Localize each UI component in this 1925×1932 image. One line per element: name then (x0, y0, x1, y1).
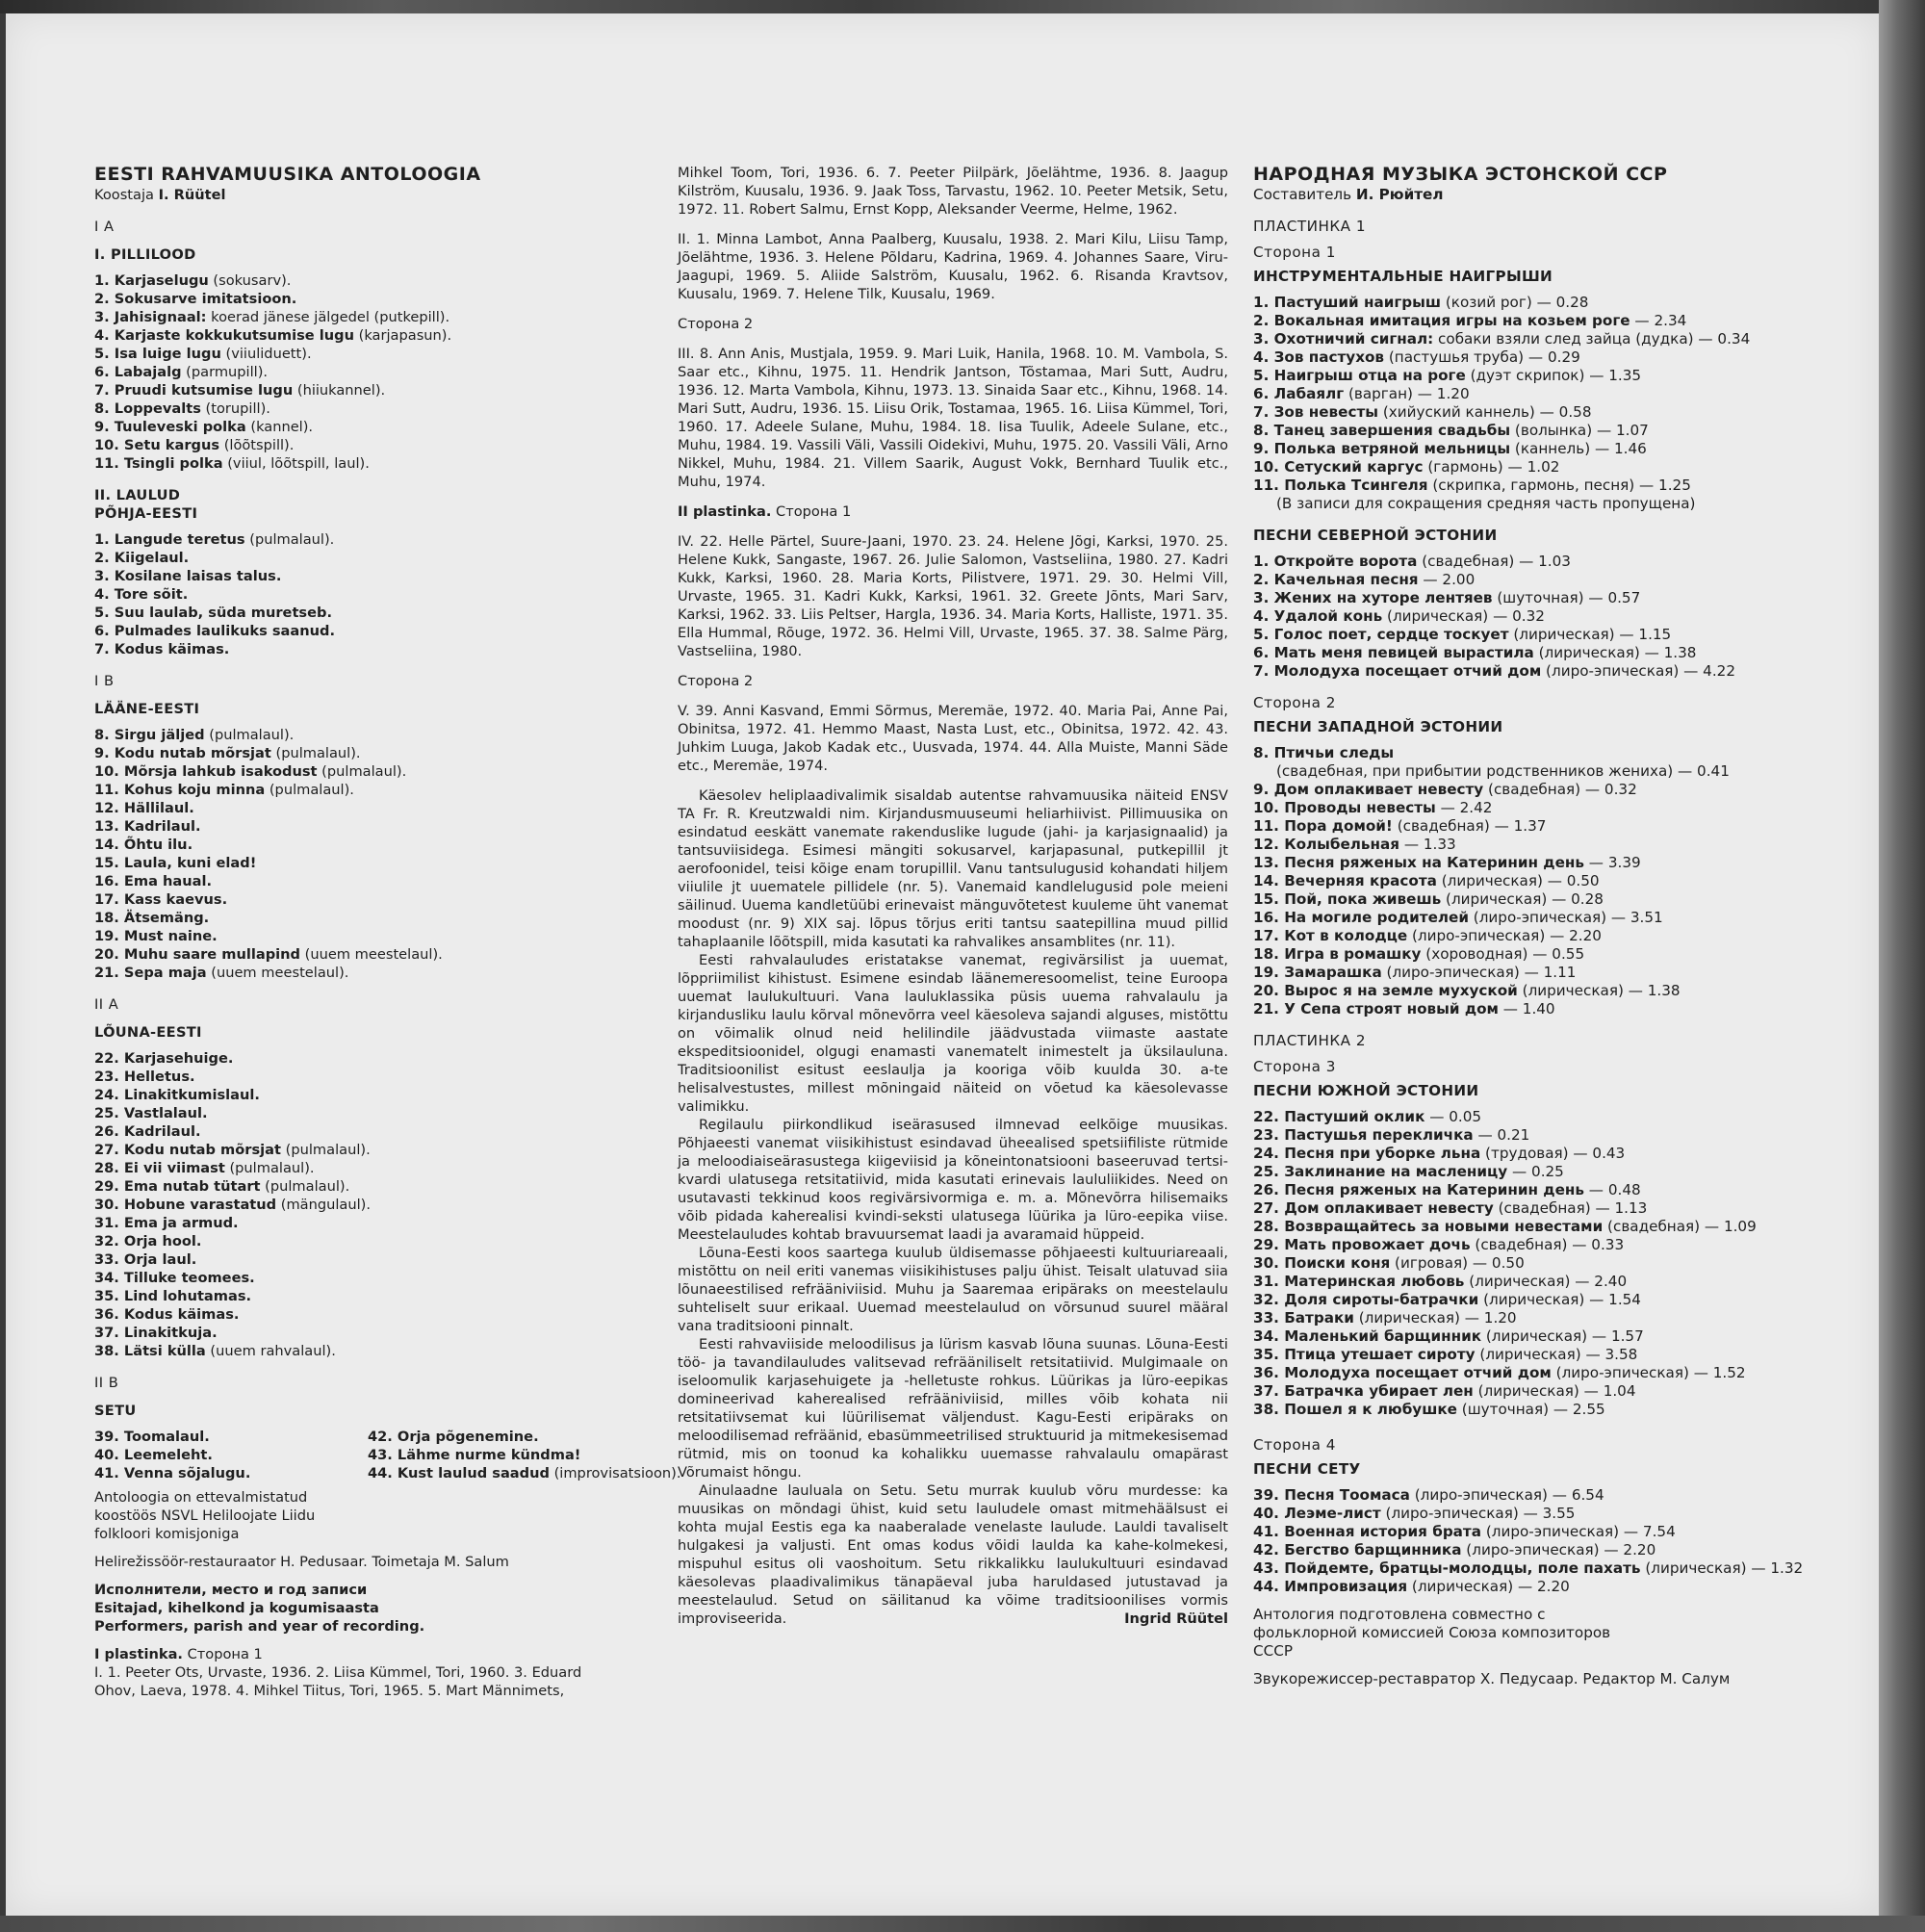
recordings-line: Ohov, Laeva, 1978. 4. Mihkel Tiitus, Tori, 1965. 5. Mart Männimets, (94, 1683, 565, 1699)
russian-title: НАРОДНАЯ МУЗЫКА ЭСТОНСКОЙ ССР (1253, 164, 1668, 185)
track-item: 4. Tore sõit. (94, 586, 189, 603)
track-item: 26. Kadrilaul. (94, 1123, 201, 1140)
track-item: 39. Песня Тоомаса (лиро-эпическая) — 6.54 (1253, 1486, 1604, 1504)
section-heading-north: ПЕСНИ СЕВЕРНОЙ ЭСТОНИИ (1253, 527, 1498, 544)
track-item: 9. Tuuleveski polka (kannel). (94, 419, 314, 435)
track-list-pillilood (94, 271, 641, 473)
record-sleeve-edge (1879, 0, 1925, 1932)
track-item: 25. Заклинание на масленицу — 0.25 (1253, 1163, 1564, 1180)
essay-paragraph-1: Käesolev heliplaadivalimik sisaldab autentse rahvamuusika näiteid ENSV TA Fr. R. Kreutzwaldi nim. Kirjandusmuuseumi heliarhiivist. Pillimuusika on esindatud eeskätt vanemate rakenduslike lugude (jahi- ja karjasignaalid) ja tantsuviisidega. Esimesi mängiti sokusarvel, karjapasunal, putkepillil jt aerofoonidel, teisi kõige enam torupillil. Vanu tantsulugusid kohandati hiljem viiulile jt uuematele pillidele (nr. 5). Vanemaid kandlelugusid pole meieni säilinud. Uuema kandletüübi erinevaist mänguvõtetest kuuleme üht vanemat moodust (nr. 9) XIX saj. lõpus tõrjus eriti tantsu saatepillina muud pillid tahaplaanile lõõtspill, mida kasutati ka rahvalikes ansamblites (nr. 11). (678, 787, 1228, 950)
track-item: 1. Откройте ворота (свадебная) — 1.03 (1253, 553, 1571, 570)
track-item: 6. Pulmades laulikuks saanud. (94, 623, 335, 639)
track-item: 5. Suu laulab, süda muretseb. (94, 605, 333, 621)
track-item: 3. Жених на хуторе лентяев (шуточная) — 0.57 (1253, 589, 1641, 606)
plate-1-label: ПЛАСТИНКА 1 (1253, 218, 1367, 235)
track-item: 7. Зов невесты (хийуский каннель) — 0.58 (1253, 403, 1592, 421)
essay-paragraph-6: Ainulaadne lauluala on Setu. Setu murrak kuulub võru murdesse: ka muusikas on mõndagi ühist, kuid setu lauludele omast mitmehäälsust ei kohta mujal Eestis ega ka naaberalade venelaste laulude. Lauldi tavaliselt hulgakesi ja valjusti. Ent omas kodus võidi laulda ka kahe-kolmekesi, mispuhul esitus oli vaoshoitum. Setu rikkalikku laulukultuuri esindavad käesolevas plaadivalimikus tänapäeval juba haruldased jutustavad ja meestelaulud. Setud on säilitanud ka võime traditsioonilises vormis improviseerida. (678, 1482, 1228, 1627)
estonian-title: EESTI RAHVAMUUSIKA ANTOLOOGIA (94, 164, 481, 185)
track-list-laane (94, 726, 641, 982)
side-label-2b: II B (94, 1375, 119, 1391)
track-item: 3. Jahisignaal: koerad jänese jälgedel (putkepill). (94, 309, 450, 325)
track-item: 5. Isa luige lugu (viiuliduett). (94, 346, 312, 362)
performers-heading-en: Performers, parish and year of recording. (94, 1618, 425, 1635)
track-list-setu-right (368, 1428, 681, 1482)
track-item: 19. Замарашка (лиро-эпическая) — 1.11 (1253, 964, 1577, 981)
track-item: 2. Качельная песня — 2.00 (1253, 571, 1476, 588)
track-item: 9. Дом оплакивает невесту (свадебная) — 0.32 (1253, 781, 1637, 798)
track-item: 24. Песня при уборке льна (трудовая) — 0.43 (1253, 1145, 1626, 1162)
track-item: 23. Пастушья перекличка — 0.21 (1253, 1126, 1530, 1144)
essay-paragraph-3: Regilaulu piirkondlikud iseärasused ilmnevad eelkõige muusikas. Põhjaeesti vanemat viisikihistust esindavad üheealised spetsiifiliste rütmide ja meloodiaiseärasustega kiigeviisid ja kõneintonatsiooni baseeruvad tertsi-kvardi ulatusega retsitatiivid, mida kasutati erinevais laululiikides. Need on usutavasti tekkinud koos regivärsivormiga e. m. a. Mõnevõrra hilisemaiks võib pidada kaherealisi kvindi-seksti ulatusega lüürika ja lüro-eepika viise. Meestelauludes kohtab bravuursemat laadi ja avaramaid hüppeid. (678, 1117, 1228, 1243)
scan-border-top (0, 0, 1925, 13)
track-item: 14. Вечерняя красота (лирическая) — 0.50 (1253, 872, 1600, 889)
track-item: 4. Зов пастухов (пастушья труба) — 0.29 (1253, 348, 1580, 366)
side-label-1a: I A (94, 219, 115, 235)
track-item: 23. Helletus. (94, 1069, 195, 1085)
side-3-label: Сторона 3 (1253, 1058, 1336, 1075)
track-item: 8. Танец завершения свадьбы (волынка) — 1.07 (1253, 422, 1649, 439)
side-label-2a: II A (94, 996, 119, 1013)
performers-heading-ru: Исполнители, место и год записи (94, 1582, 368, 1598)
track-item: 17. Kass kaevus. (94, 891, 228, 908)
section-heading-west: ПЕСНИ ЗАПАДНОЙ ЭСТОНИИ (1253, 718, 1503, 735)
scan-border-bottom (0, 1916, 1925, 1932)
essay-paragraph-2: Eesti rahvalauludes eristatakse vanemat, regivärsilist ja uuemat, lõppriimilist kihistust. Esimene esindab läänemeresoomelist, teine Euroopa uuemat laulukultuuri. Vana lauluklassika püsis uuema rahvalaulu ja kirjandusliku laulu kõrval mõnevõrra veel käesoleva sajandi alguses, mistõttu on võimalik olnud neid helilindile jäädvustada viimaste aastate ekspeditsioonidel, olgugi enamasti vanematelt inimestelt ja üksilauluna. Traditsioonilist esitust eeslaulja ja kooriga võib kuulda 30. a-te helisalvestustes, millest mõningaid näiteid on võetud ka käesolevasse valimikku. (678, 952, 1228, 1115)
essay-paragraph-4: Lõuna-Eesti koos saartega kuulub üldisemasse põhjaeesti kultuuriareaali, mistõttu on neil eriti vanemas viisikihistuses palju ühist. Teisalt ulatuvad siia lõunaeestilised refrääniviisid. Muhu ja Saaremaa eripäraks on meestelaulu suhteliselt suur erikaal. Uuemad meestelaulud on võrsunud suurel määral vana traditsiooni pinnalt. (678, 1245, 1228, 1334)
track-item: 27. Kodu nutab mõrsjat (pulmalaul). (94, 1142, 371, 1158)
track-item: 38. Пошел я к любушке (шуточная) — 2.55 (1253, 1401, 1605, 1418)
track-item: 9. Kodu nutab mõrsjat (pulmalaul). (94, 745, 361, 761)
plate-2-label: ПЛАСТИНКА 2 (1253, 1032, 1367, 1049)
track-item: 30. Hobune varastatud (mängulaul). (94, 1197, 371, 1213)
track-item: 32. Доля сироты-батрачки (лирическая) — 1.54 (1253, 1291, 1641, 1308)
track-item: 22. Karjasehuige. (94, 1050, 234, 1067)
track-item: 11. Tsingli polka (viiul, lõõtspill, laul). (94, 455, 370, 472)
section-heading-laulud: II. LAULUD (94, 487, 181, 503)
region-heading-pohja: PÕHJA-EESTI (94, 505, 198, 522)
track-item: 29. Мать провожает дочь (свадебная) — 0.33 (1253, 1236, 1625, 1253)
section-heading-pillilood: I. PILLILOOD (94, 246, 196, 263)
track-item: 41. Военная история брата (лиро-эпическая) — 7.54 (1253, 1523, 1676, 1540)
track-item: 34. Tilluke teomees. (94, 1270, 255, 1286)
track-list-pohja (94, 530, 641, 658)
track-item: 8. Sirgu jäljed (pulmalaul). (94, 727, 295, 743)
russian-prepared-note: Антология подготовлена совместно с фольклорной комиссией Союза композиторов СССР (1253, 1606, 1611, 1660)
track-item: 5. Голос поет, сердце тоскует (лирическая) — 1.15 (1253, 626, 1672, 643)
track-list-louna (94, 1049, 641, 1360)
side-2-label: Сторона 2 (1253, 694, 1336, 711)
essay-paragraph-5: Eesti rahvaviiside meloodilisus ja lürism kasvab lõuna suunas. Lõuna-Eesti töö- ja tavandilauludes valitsevad refrääniliselt retsitatiivid. Mulgimaale on iseloomulik karjasehuigete ja -helletuste rohkus. Lüürikas ja lüro-eepikas domineerivad kaherealised refrääniviisid, milles võib kohata nii retsitatiivsemat kui lüürilisemat väljendust. Kagu-Eesti eripäraks on meloodilisemad refräänid, ebasümmeetrilised struktuurid ja mitmekesisemad rütmid, mis on toonud ka kohalikku uuemasse rahvalaulu omapärast Võrumaist hõngu. (678, 1336, 1228, 1481)
track-item: 3. Охотничий сигнал: собаки взяли след зайца (дудка) — 0.34 (1253, 330, 1751, 348)
section-heading-south: ПЕСНИ ЮЖНОЙ ЭСТОНИИ (1253, 1082, 1479, 1099)
track-item: 31. Материнская любовь (лирическая) — 2.40 (1253, 1273, 1628, 1290)
russian-credits: Звукорежиссер-реставратор Х. Педусаар. Редактор М. Салум (1253, 1670, 1731, 1687)
track-item: 10. Проводы невесты — 2.42 (1253, 799, 1493, 816)
track-item: 11. Kohus koju minna (pulmalaul). (94, 782, 354, 798)
track-item: 18. Игра в ромашку (хороводная) — 0.55 (1253, 945, 1585, 963)
track-item: 36. Молодуха посещает отчий дом (лиро-эпическая) — 1.52 (1253, 1364, 1746, 1381)
track-list-setu-left (94, 1428, 368, 1482)
track-item: 16. Ema haual. (94, 873, 213, 889)
track-item: 2. Kiigelaul. (94, 550, 190, 566)
track-list-setu-ru (1253, 1486, 1836, 1596)
track-item: 1. Пастуший наигрыш (козий рог) — 0.28 (1253, 294, 1589, 311)
track-item: 39. Toomalaul. (94, 1429, 210, 1445)
side-label-1b: I B (94, 673, 115, 689)
track-item: 1. Langude teretus (pulmalaul). (94, 531, 335, 548)
track-item: 10. Mõrsja lahkub isakodust (pulmalaul). (94, 763, 407, 780)
track-item: 28. Ei vii viimast (pulmalaul). (94, 1160, 315, 1176)
estonian-column (94, 164, 681, 1700)
recordings-paragraph-3: III. 8. Ann Anis, Mustjala, 1959. 9. Mari Luik, Hanila, 1968. 10. M. Vambola, S. Saar etc., Kihnu, 1975. 11. Hendrik Jantson, Tõstamaa, Mari Sutt, Audru, 1936. 12. Marta Vambola, Kihnu, 1973. 13. Sinaida Saar etc., Kihnu, 1968. 14. Mari Sutt, Audru, 1936. 15. Liisu Orik, Tostamaa, 1965. 16. Liisa Kümmel, Tori, 1960. 17. Adeele Sulane, Muhu, 1984. 18. Iisa Tuulik, Adeele Sulane, etc., Muhu, 1984. 19. Vassili Väli, Vassili Oidekivi, Muhu, 1975. 20. Vassili Väli, Arno Nikkel, Muhu, 1984. 21. Villem Saarik, August Vokk, Bernhard Tuulik etc., Muhu, 1974. (678, 346, 1228, 490)
track-item: 6. Мать меня певицей вырастила (лирическая) — 1.38 (1253, 644, 1697, 661)
side-4-label: Сторона 4 (1253, 1436, 1336, 1454)
russian-compiler: Составитель И. Рюйтел (1253, 186, 1444, 203)
track-item: 43. Lähme nurme kündma! (368, 1447, 581, 1463)
track-item: 6. Лабаялг (варган) — 1.20 (1253, 385, 1470, 402)
track-item-note: (свадебная, при прибытии родственников жениха) — 0.41 (1276, 762, 1730, 780)
track-item: 21. Sepa maja (uuem meestelaul). (94, 965, 349, 981)
track-item: 11. Полька Тсингеля (скрипка, гармонь, песня) — 1.25 (1253, 477, 1691, 494)
track-item: 17. Кот в колодце (лиро-эпическая) — 2.20 (1253, 927, 1602, 944)
recordings-paragraph-1: Mihkel Toom, Tori, 1936. 6. 7. Peeter Piilpärk, Jõelähtme, 1936. 8. Jaagup Kilström, Kuusalu, 1936. 9. Jaak Toss, Tarvastu, 1962. 10. Peeter Metsik, Setu, 1972. 11. Robert Salmu, Ernst Kopp, Aleksander Veerme, Helme, 1962. (678, 165, 1228, 218)
plate-2-heading: II plastinka. Сторона 1 (678, 503, 852, 520)
track-item: 32. Orja hool. (94, 1233, 202, 1249)
track-item: 42. Orja põgenemine. (368, 1429, 539, 1445)
track-item: 5. Наигрыш отца на роге (дуэт скрипок) — 1.35 (1253, 367, 1642, 384)
track-item: 20. Вырос я на земле мухуской (лирическая) — 1.38 (1253, 982, 1681, 999)
track-item: 22. Пастуший оклик — 0.05 (1253, 1108, 1482, 1125)
recordings-line: I. 1. Peeter Ots, Urvaste, 1936. 2. Liisa Kümmel, Tori, 1960. 3. Eduard (94, 1664, 582, 1681)
track-item: 8. Птичьи следы (1253, 744, 1395, 761)
track-item: 6. Labajalg (parmupill). (94, 364, 269, 380)
track-item: 30. Поиски коня (игровая) — 0.50 (1253, 1254, 1525, 1272)
section-heading-instrumental: ИНСТРУМЕНТАЛЬНЫЕ НАИГРЫШИ (1253, 268, 1553, 285)
track-item: 24. Linakitkumislaul. (94, 1087, 260, 1103)
track-item: 44. Импровизация (лирическая) — 2.20 (1253, 1578, 1570, 1595)
track-item: 33. Orja laul. (94, 1251, 197, 1268)
track-item: 19. Must naine. (94, 928, 218, 944)
track-item: 31. Ema ja armud. (94, 1215, 239, 1231)
track-list-south (1253, 1108, 1836, 1419)
track-list-setu (94, 1428, 681, 1482)
recordings-paragraph-4: IV. 22. Helle Pärtel, Suure-Jaani, 1970. 23. 24. Helene Jõgi, Karksi, 1970. 25. Helene Kukk, Sangaste, 1967. 26. Julie Salomon, Vastseliina, 1980. 27. Kadri Kukk, Karksi, 1960. 28. Maria Korts, Pilistvere, 1971. 29. 30. Helmi Vill, Urvaste, 1965. 31. Kadri Kukk, Karksi, 1961. 32. Greete Jõnts, Mari Sarv, Karksi, 1962. 33. Liis Peltser, Hargla, 1936. 34. Maria Korts, Halliste, 1971. 35. Ella Hummal, Rõuge, 1972. 36. Helmi Vill, Urvaste, 1965. 37. 38. Salme Pärg, Vastseliina, 1980. (678, 533, 1228, 659)
track-item: 13. Песня ряженых на Катеринин день — 3.39 (1253, 854, 1641, 871)
track-item: 1. Karjaselugu (sokusarv). (94, 272, 292, 289)
track-item: 33. Батраки (лирическая) — 1.20 (1253, 1309, 1517, 1327)
recordings-plate1-heading: I plastinka. Сторона 1 (94, 1646, 263, 1662)
track-item: 28. Возвращайтесь за новыми невестами (свадебная) — 1.09 (1253, 1218, 1757, 1235)
track-item: 2. Sokusarve imitatsioon. (94, 291, 297, 307)
track-item: 4. Удалой конь (лирическая) — 0.32 (1253, 607, 1545, 625)
side-2b-label: Сторона 2 (678, 673, 754, 689)
track-item: 40. Леэме-лист (лиро-эпическая) — 3.55 (1253, 1505, 1576, 1522)
track-item: 7. Kodus käimas. (94, 641, 230, 657)
track-item: 35. Lind lohutamas. (94, 1288, 252, 1304)
russian-column (1253, 164, 1836, 1688)
track-item: 20. Muhu saare mullapind (uuem meestelaul). (94, 946, 443, 963)
region-heading-setu: SETU (94, 1403, 137, 1419)
side-2-label: Сторона 2 (678, 316, 754, 332)
track-item: 11. Пора домой! (свадебная) — 1.37 (1253, 817, 1547, 835)
recordings-paragraph-5: V. 39. Anni Kasvand, Emmi Sõrmus, Meremäe, 1972. 40. Maria Pai, Anne Pai, Obinitsa, 1972. 41. Hemmo Maast, Nasta Lust, etc., Obinitsa, 1972. 42. 43. Juhkim Luuga, Jakob Kadak etc., Uusvada, 1974. 44. Alla Muiste, Manni Säde etc., Meremäe, 1974. (678, 703, 1228, 774)
region-heading-louna: LÕUNA-EESTI (94, 1024, 202, 1041)
track-item: 36. Kodus käimas. (94, 1306, 240, 1323)
track-item: 4. Karjaste kokkukutsumise lugu (karjapasun). (94, 327, 452, 344)
track-item: 7. Pruudi kutsumise lugu (hiiukannel). (94, 382, 386, 399)
track-item: 15. Laula, kuni elad! (94, 855, 257, 871)
track-item: 40. Leemeleht. (94, 1447, 213, 1463)
track-item: 38. Lätsi külla (uuem rahvalaul). (94, 1343, 336, 1359)
track-item: 7. Молодуха посещает отчий дом (лиро-эпическая) — 4.22 (1253, 662, 1735, 680)
estonian-compiler: Koostaja I. Rüütel (94, 187, 226, 203)
track-item: 41. Venna sõjalugu. (94, 1465, 251, 1481)
recordings-paragraph-2: II. 1. Minna Lambot, Anna Paalberg, Kuusalu, 1938. 2. Mari Kilu, Liisu Tamp, Jõelähtme, 1936. 3. Helene Põldaru, Kadrina, 1969. 4. Johannes Saare, Viru-Jaagupi, 1969. 5. Aliide Salström, Kuusalu, 1962. 6. Risanda Kravtsov, Kuusalu, 1969. 7. Helene Tilk, Kuusalu, 1969. (678, 231, 1228, 302)
track-list-north (1253, 553, 1836, 681)
performers-heading-et: Esitajad, kihelkond ja kogumisaasta (94, 1600, 379, 1616)
estonian-credits: Helirežissöör-restauraator H. Pedusaar. Toimetaja M. Salum (94, 1554, 509, 1570)
track-item: 42. Бегство барщинника (лиро-эпическая) — 2.20 (1253, 1541, 1656, 1558)
track-item: 29. Ema nutab tütart (pulmalaul). (94, 1178, 350, 1195)
region-heading-laane: LÄÄNE-EESTI (94, 701, 200, 717)
instrumental-note: (В записи для сокращения средняя часть пропущена) (1276, 495, 1696, 512)
track-item: 12. Hällilaul. (94, 800, 194, 816)
track-item: 35. Птица утешает сироту (лирическая) — 3.58 (1253, 1346, 1638, 1363)
track-item: 21. У Сепа строят новый дом — 1.40 (1253, 1000, 1555, 1018)
track-item: 14. Õhtu ilu. (94, 837, 193, 853)
track-item: 9. Полька ветряной мельницы (каннель) — 1.46 (1253, 440, 1647, 457)
side-1-label: Сторона 1 (1253, 244, 1336, 261)
track-item: 2. Вокальная имитация игры на козьем роге — 2.34 (1253, 312, 1687, 329)
track-item: 25. Vastlalaul. (94, 1105, 208, 1121)
track-item: 18. Ätsemäng. (94, 910, 210, 926)
middle-column (678, 164, 1228, 1628)
track-list-instrumental (1253, 294, 1836, 495)
track-item: 27. Дом оплакивает невесту (свадебная) — 1.13 (1253, 1199, 1648, 1217)
track-item: 16. На могиле родителей (лиро-эпическая) — 3.51 (1253, 909, 1663, 926)
section-heading-setu: ПЕСНИ СЕТУ (1253, 1460, 1361, 1478)
author-signature: Ingrid Rüütel (1124, 1610, 1228, 1627)
track-item: 8. Loppevalts (torupill). (94, 400, 270, 417)
track-item: 12. Колыбельная — 1.33 (1253, 836, 1456, 853)
track-item: 13. Kadrilaul. (94, 818, 201, 835)
track-item: 3. Kosilane laisas talus. (94, 568, 282, 584)
track-item: 44. Kust laulud saadud (improvisatsioon). (368, 1465, 681, 1481)
track-item: 34. Маленький барщинник (лирическая) — 1.57 (1253, 1327, 1644, 1345)
track-item: 15. Пой, пока живешь (лирическая) — 0.28 (1253, 890, 1604, 908)
track-item: 10. Сетуский каргус (гармонь) — 1.02 (1253, 458, 1560, 476)
track-item: 43. Пойдемте, братцы-молодцы, поле пахать (лирическая) — 1.32 (1253, 1559, 1804, 1577)
track-item: 10. Setu kargus (lõõtspill). (94, 437, 295, 453)
track-item: 37. Linakitkuja. (94, 1325, 218, 1341)
track-item: 26. Песня ряженых на Катеринин день — 0.48 (1253, 1181, 1641, 1198)
track-list-west (1253, 781, 1836, 1018)
track-item: 37. Батрачка убирает лен (лирическая) — 1.04 (1253, 1382, 1636, 1400)
estonian-prepared-note: Antoloogia on ettevalmistatud koostöös NSVL Heliloojate Liidu folkloori komisjoniga (94, 1489, 316, 1542)
